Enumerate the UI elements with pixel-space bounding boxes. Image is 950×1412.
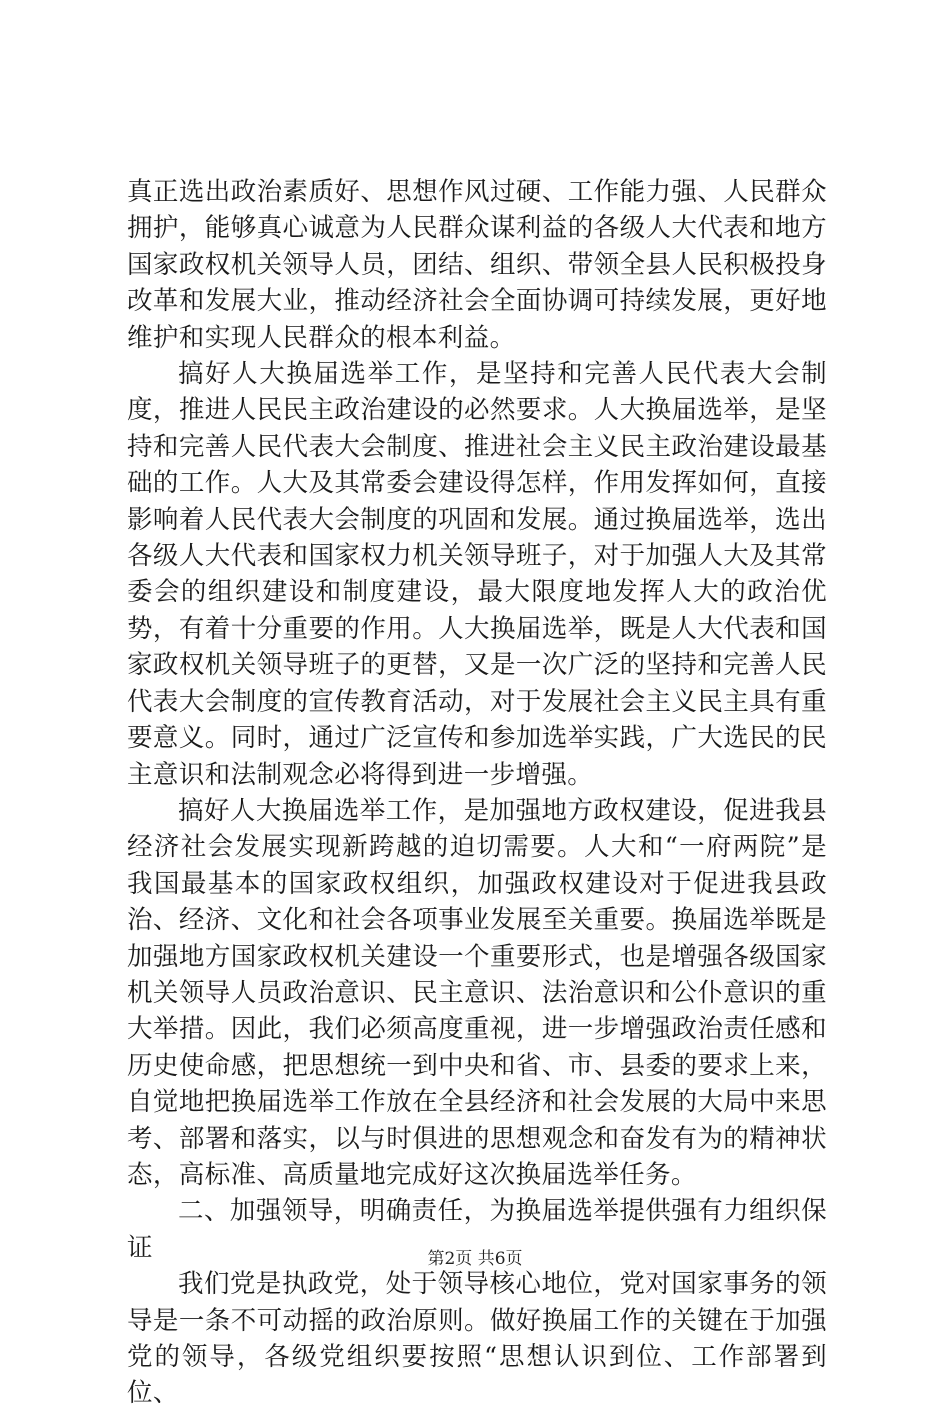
document-body xyxy=(127,174,827,1412)
page-number-footer: 第2页 共6页 xyxy=(427,1249,523,1269)
paragraph-3: 搞好人大换届选举工作，是加强地方政权建设，促进我县经济社会发展实现新跨越的迫切需要。人大和“一府两院”是我国最基本的国家政权组织，加强政权建设对于促进我县政治、经济、文化和社会各项事业发展至关重要。换届选举既是加强地方国家政权机关建设一个重要形式，也是增强各级国家机关领导人员政治意识、民主意识、法治意识和公仆意识的重大举措。因此，我们必须高度重视，进一步增强政治责任感和历史使命感，把思想统一到中央和省、市、县委的要求上来，自觉地把换届选举工作放在全县经济和社会发展的大局中来思考、部署和落实，以与时俱进的思想观念和奋发有为的精神状态，高标准、高质量地完成好这次换届选举任务。 xyxy=(127,795,827,1190)
section-heading: 二、加强领导，明确责任，为换届选举提供强有力组织保证 xyxy=(127,1196,827,1263)
paragraph-4: 我们党是执政党，处于领导核心地位，党对国家事务的领导是一条不可动摇的政治原则。做好换届工作的关键在于加强党的领导，各级党组织要按照“思想认识到位、工作部署到位、 xyxy=(127,1269,827,1409)
paragraph-1: 真正选出政治素质好、思想作风过硬、工作能力强、人民群众拥护，能够真心诚意为人民群众谋利益的各级人大代表和地方国家政权机关领导人员，团结、组织、带领全县人民积极投身改革和发展大业，推动经济社会全面协调可持续发展，更好地维护和实现人民群众的根本利益。 xyxy=(127,177,827,353)
paragraph-2: 搞好人大换届选举工作，是坚持和完善人民代表大会制度，推进人民民主政治建设的必然要求。人大换届选举，是坚持和完善人民代表大会制度、推进社会主义民主政治建设最基础的工作。人大及其常委会建设得怎样，作用发挥如何，直接影响着人民代表大会制度的巩固和发展。通过换届选举，选出各级人大代表和国家权力机关领导班子，对于加强人大及其常委会的组织建设和制度建设，最大限度地发挥人大的政治优势，有着十分重要的作用。人大换届选举，既是人大代表和国家政权机关领导班子的更替，又是一次广泛的坚持和完善人民代表大会制度的宣传教育活动，对于发展社会主义民主具有重要意义。同时，通过广泛宣传和参加选举实践，广大选民的民主意识和法制观念必将得到进一步增强。 xyxy=(127,359,827,790)
